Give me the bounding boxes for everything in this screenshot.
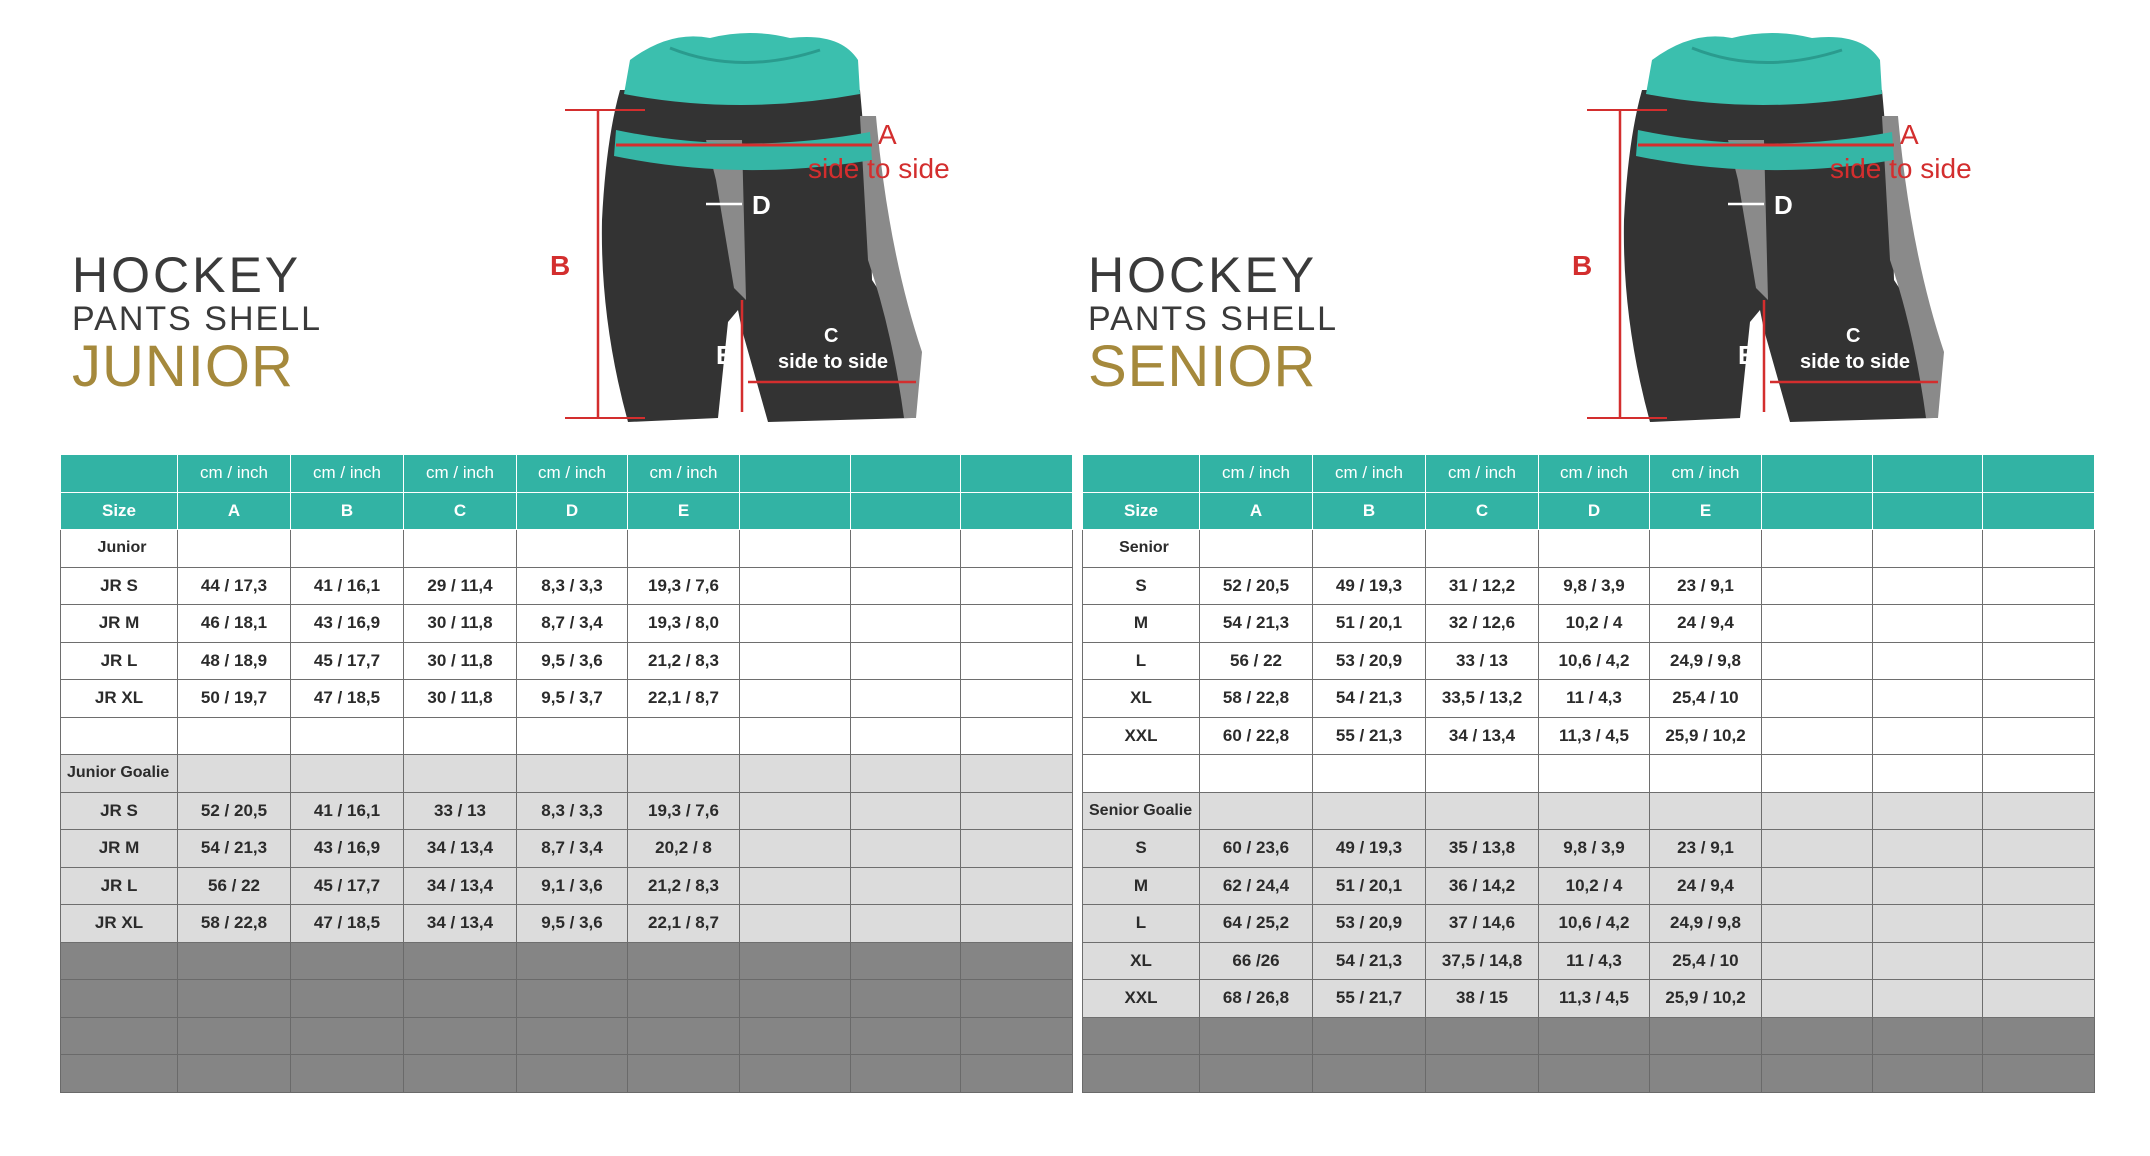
table-row: M 54 / 21,3 51 / 20,1 32 / 12,6 10,2 / 4 24 / 9,4 bbox=[1083, 605, 2095, 643]
waist-top bbox=[1646, 33, 1882, 105]
unit-label: cm / inch bbox=[291, 455, 404, 493]
table-row: S 52 / 20,5 49 / 19,3 31 / 12,2 9,8 / 3,9 23 / 9,1 bbox=[1083, 567, 2095, 605]
unit-header-row bbox=[61, 455, 1073, 493]
title-hockey: HOCKEY bbox=[1088, 247, 1318, 303]
section-row bbox=[1083, 530, 2095, 568]
filler-row bbox=[61, 1017, 1073, 1055]
column-header-row bbox=[61, 492, 1073, 530]
senior-panel bbox=[1078, 0, 2150, 1156]
column-header: D bbox=[1539, 492, 1650, 530]
table-row: JR S 52 / 20,5 41 / 16,1 33 / 13 8,3 / 3,3 19,3 / 7,6 bbox=[61, 792, 1073, 830]
unit-label: cm / inch bbox=[517, 455, 628, 493]
junior-size-table bbox=[60, 454, 1073, 1093]
section-label: Senior Goalie bbox=[1083, 792, 1200, 830]
unit-label: cm / inch bbox=[628, 455, 740, 493]
label-a-sub: side to side bbox=[1830, 153, 1972, 184]
title-senior: SENIOR bbox=[1088, 334, 1317, 399]
column-header: E bbox=[628, 492, 740, 530]
title-pants-shell: PANTS SHELL bbox=[1088, 300, 1339, 338]
table-row: JR XL 50 / 19,7 47 / 18,5 30 / 11,8 9,5 / 3,7 22,1 / 8,7 bbox=[61, 680, 1073, 718]
column-header: D bbox=[517, 492, 628, 530]
label-e: E bbox=[1738, 340, 1756, 370]
section-label: Senior bbox=[1083, 530, 1200, 568]
filler-row bbox=[61, 942, 1073, 980]
section-row bbox=[1083, 792, 2095, 830]
label-a: A bbox=[878, 119, 897, 150]
table-row: XL 58 / 22,8 54 / 21,3 33,5 / 13,2 11 / 4,3 25,4 / 10 bbox=[1083, 680, 2095, 718]
unit-label: cm / inch bbox=[1650, 455, 1762, 493]
table-row: XXL 68 / 26,8 55 / 21,7 38 / 15 11,3 / 4,5 25,9 / 10,2 bbox=[1083, 980, 2095, 1018]
senior-size-table bbox=[1082, 454, 2095, 1093]
column-header: A bbox=[1200, 492, 1313, 530]
label-d: D bbox=[1774, 190, 1793, 220]
title-pants-shell: PANTS SHELL bbox=[72, 300, 323, 338]
filler-row bbox=[1083, 1055, 2095, 1093]
label-a-sub: side to side bbox=[808, 153, 950, 184]
waist-top bbox=[624, 33, 860, 105]
filler-row bbox=[1083, 1017, 2095, 1055]
size-header: Size bbox=[61, 492, 178, 530]
senior-title bbox=[1088, 247, 1339, 399]
table-row: JR M 54 / 21,3 43 / 16,9 34 / 13,4 8,7 / 3,4 20,2 / 8 bbox=[61, 830, 1073, 868]
column-header: B bbox=[1313, 492, 1426, 530]
label-c-sub: side to side bbox=[778, 351, 889, 373]
table-row: L 64 / 25,2 53 / 20,9 37 / 14,6 10,6 / 4,2 24,9 / 9,8 bbox=[1083, 905, 2095, 943]
unit-header-row bbox=[1083, 455, 2095, 493]
unit-label: cm / inch bbox=[404, 455, 517, 493]
label-c: C bbox=[1846, 325, 1861, 347]
empty-row bbox=[1083, 755, 2095, 793]
pants-diagram-junior bbox=[520, 20, 1000, 440]
label-c-sub: side to side bbox=[1800, 351, 1911, 373]
unit-label: cm / inch bbox=[178, 455, 291, 493]
unit-label: cm / inch bbox=[1313, 455, 1426, 493]
table-row: L 56 / 22 53 / 20,9 33 / 13 10,6 / 4,2 24,9 / 9,8 bbox=[1083, 642, 2095, 680]
column-header: B bbox=[291, 492, 404, 530]
column-header: A bbox=[178, 492, 291, 530]
table-row: JR M 46 / 18,1 43 / 16,9 30 / 11,8 8,7 / 3,4 19,3 / 8,0 bbox=[61, 605, 1073, 643]
unit-label: cm / inch bbox=[1200, 455, 1313, 493]
table-row: JR L 48 / 18,9 45 / 17,7 30 / 11,8 9,5 / 3,6 21,2 / 8,3 bbox=[61, 642, 1073, 680]
label-a: A bbox=[1900, 119, 1919, 150]
table-row: M 62 / 24,4 51 / 20,1 36 / 14,2 10,2 / 4 24 / 9,4 bbox=[1083, 867, 2095, 905]
label-c: C bbox=[824, 325, 839, 347]
empty-row bbox=[61, 717, 1073, 755]
table-row: JR L 56 / 22 45 / 17,7 34 / 13,4 9,1 / 3,6 21,2 / 8,3 bbox=[61, 867, 1073, 905]
unit-label: cm / inch bbox=[1539, 455, 1650, 493]
label-b: B bbox=[550, 250, 571, 281]
label-e: E bbox=[716, 340, 734, 370]
unit-label: cm / inch bbox=[1426, 455, 1539, 493]
table-row: S 60 / 23,6 49 / 19,3 35 / 13,8 9,8 / 3,9 23 / 9,1 bbox=[1083, 830, 2095, 868]
section-label: Junior bbox=[61, 530, 178, 568]
column-header: E bbox=[1650, 492, 1762, 530]
title-hockey: HOCKEY bbox=[72, 247, 302, 303]
section-row bbox=[61, 530, 1073, 568]
label-d: D bbox=[752, 190, 771, 220]
table-row: JR XL 58 / 22,8 47 / 18,5 34 / 13,4 9,5 / 3,6 22,1 / 8,7 bbox=[61, 905, 1073, 943]
column-header: C bbox=[404, 492, 517, 530]
section-label: Junior Goalie bbox=[61, 755, 178, 793]
label-b: B bbox=[1572, 250, 1593, 281]
junior-title bbox=[72, 247, 323, 399]
column-header: C bbox=[1426, 492, 1539, 530]
filler-row bbox=[61, 1055, 1073, 1093]
column-header-row bbox=[1083, 492, 2095, 530]
pants-diagram-senior bbox=[1542, 20, 2022, 440]
filler-row bbox=[61, 980, 1073, 1018]
table-row: XL 66 /26 54 / 21,3 37,5 / 14,8 11 / 4,3 25,4 / 10 bbox=[1083, 942, 2095, 980]
title-junior: JUNIOR bbox=[72, 334, 294, 399]
section-row bbox=[61, 755, 1073, 793]
table-row: XXL 60 / 22,8 55 / 21,3 34 / 13,4 11,3 / 4,5 25,9 / 10,2 bbox=[1083, 717, 2095, 755]
size-header: Size bbox=[1083, 492, 1200, 530]
table-row: JR S 44 / 17,3 41 / 16,1 29 / 11,4 8,3 / 3,3 19,3 / 7,6 bbox=[61, 567, 1073, 605]
